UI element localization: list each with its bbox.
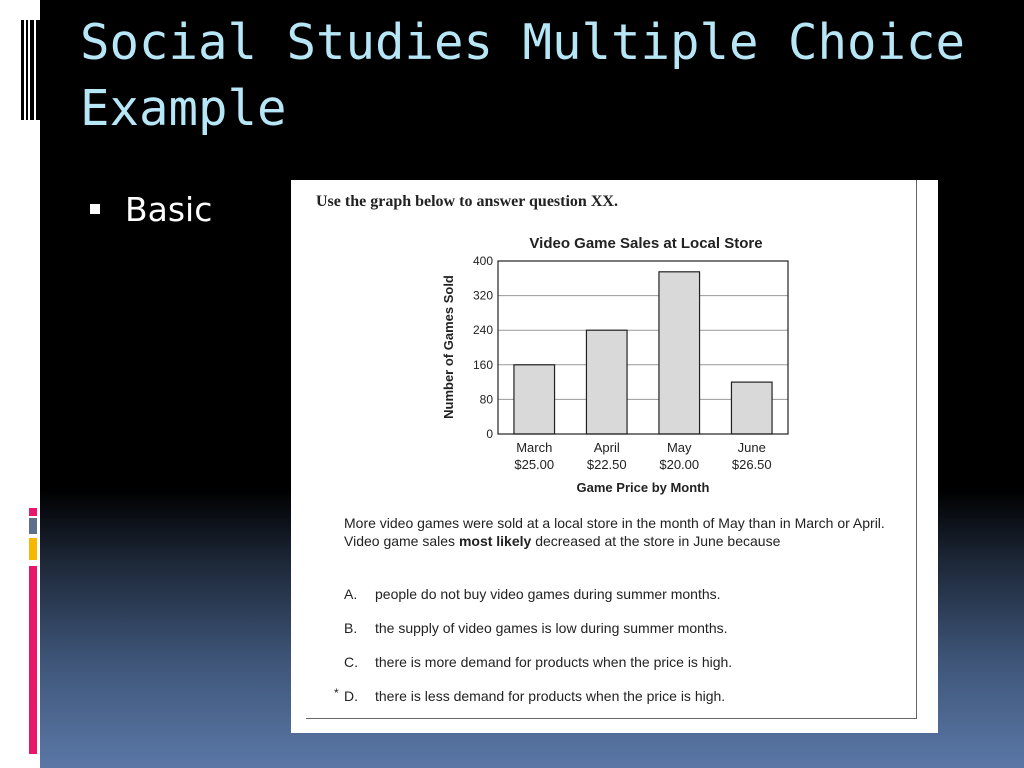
x-tick-label: June (737, 440, 766, 455)
x-tick-sublabel: $26.50 (731, 457, 772, 472)
question-image-panel (291, 180, 938, 733)
correct-marker: * (334, 686, 339, 700)
chart-title: Video Game Sales at Local Store (529, 235, 763, 252)
bar-april (586, 330, 627, 434)
option-letter: D. (344, 688, 358, 704)
question-stem-part1: More video games were sold at a local store in the month of May than in March or April. Video game sales (344, 515, 885, 549)
slide-title: Social Studies Multiple Choice Example (80, 14, 966, 137)
question-stem-part2: decreased at the store in June because (531, 533, 781, 549)
accent-bar-4 (29, 566, 37, 754)
y-tick-label: 160 (472, 357, 493, 372)
y-tick-label: 400 (472, 254, 493, 268)
bullet-square-icon (90, 204, 100, 214)
question-stem (344, 514, 889, 550)
accent-bar-1 (29, 508, 37, 516)
x-tick-sublabel: $25.00 (514, 457, 555, 472)
option-text: people do not buy video games during summer months. (375, 586, 721, 602)
x-axis-label: Game Price by Month (576, 480, 710, 495)
bar-june (731, 382, 772, 434)
x-tick-label: May (666, 440, 692, 455)
bar-may (659, 272, 700, 434)
y-tick-label: 0 (486, 427, 493, 441)
x-tick-label: March (516, 440, 553, 455)
y-tick-labels (473, 254, 493, 441)
x-tick-labels (514, 440, 771, 472)
option-letter: C. (344, 654, 358, 670)
y-tick-label: 80 (479, 392, 493, 407)
option-letter: B. (344, 620, 358, 636)
y-tick-label: 320 (472, 288, 493, 303)
option-text: there is more demand for products when the price is high. (375, 654, 733, 670)
bars (514, 272, 772, 434)
decorative-bars (21, 20, 41, 120)
question-stem-emphasis: most likely (458, 533, 532, 549)
option-letter: A. (344, 586, 358, 602)
accent-bar-2 (29, 518, 37, 534)
y-axis-label: Number of Games Sold (441, 275, 456, 419)
option-text: there is less demand for products when the price is high. (375, 688, 726, 704)
x-tick-label: April (593, 440, 620, 455)
x-tick-sublabel: $20.00 (659, 457, 700, 472)
y-tick-label: 240 (472, 323, 493, 338)
question-instruction: Use the graph below to answer question XX. (316, 193, 618, 210)
x-tick-sublabel: $22.50 (586, 457, 627, 472)
option-text: the supply of video games is low during summer months. (375, 620, 728, 636)
bar-chart (431, 230, 811, 505)
bar-march (514, 365, 555, 434)
left-decorative-strip (0, 0, 40, 768)
bullet-text: Basic (125, 190, 213, 229)
accent-bar-3 (29, 538, 37, 560)
